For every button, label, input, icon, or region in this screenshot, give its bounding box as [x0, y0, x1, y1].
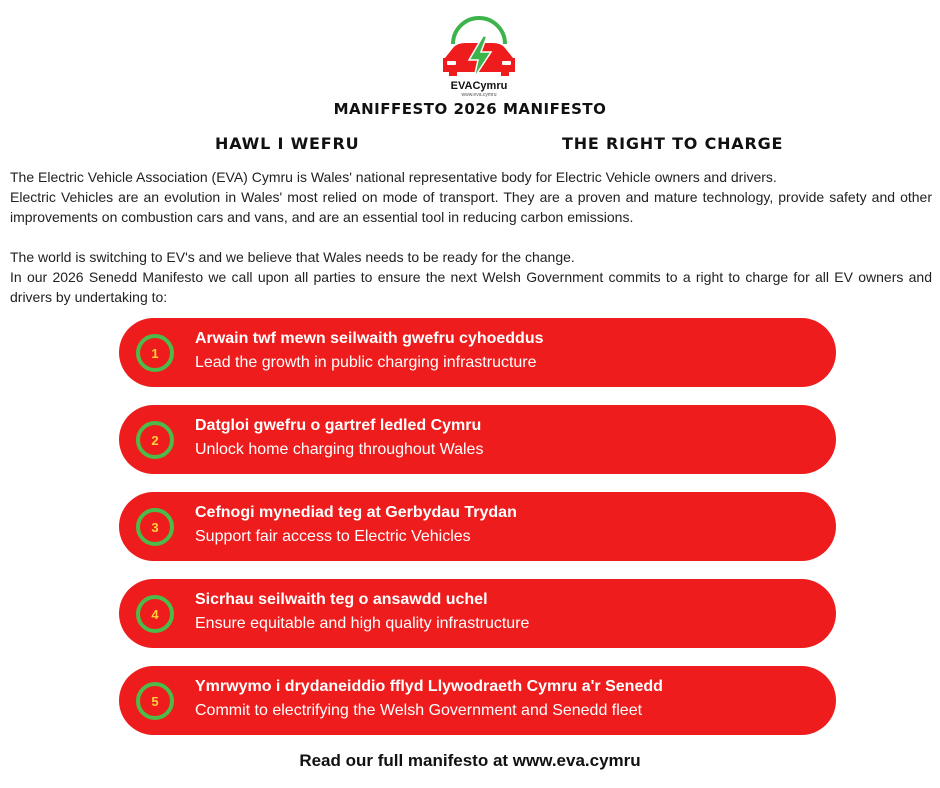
logo-name: EVACymru: [450, 80, 508, 92]
commitment-item: [119, 318, 836, 387]
commitment-english: Commit to electrifying the Welsh Government and Senedd fleet: [195, 702, 643, 719]
number-badge: 1: [136, 334, 174, 372]
footer-link-text[interactable]: Read our full manifesto at www.eva.cymru: [299, 751, 641, 770]
manifesto-title: MANIFFESTO 2026 MANIFESTO: [333, 100, 607, 118]
number-badge: 4: [136, 595, 174, 633]
number-badge: 2: [136, 421, 174, 459]
commitment-item: [119, 666, 836, 735]
subtitle-english: THE RIGHT TO CHARGE: [562, 134, 784, 153]
commitment-welsh: Cefnogi mynediad teg at Gerbydau Trydan: [195, 504, 517, 521]
commitment-item: [119, 579, 836, 648]
intro-paragraph: Electric Vehicles are an evolution in Wales' most relied on mode of transport. They are a proven and mature technology, provide safety and other improvements on combustion cars and vans, and are an essential tool in reducing carbon emissions.: [10, 189, 932, 225]
number-badge: 3: [136, 508, 174, 546]
intro-paragraph: The world is switching to EV's and we believe that Wales needs to be ready for the change.: [10, 249, 575, 265]
intro-paragraph: In our 2026 Senedd Manifesto we call upon all parties to ensure the next Welsh Government commits to a right to charge for all EV owners and drivers by undertaking to:: [10, 269, 932, 305]
subtitle-welsh: HAWL I WEFRU: [215, 134, 360, 153]
commitment-welsh: Arwain twf mewn seilwaith gwefru cyhoeddus: [195, 330, 544, 347]
commitment-item: [119, 405, 836, 474]
commitment-welsh: Ymrwymo i drydaneiddio fflyd Llywodraeth Cymru a'r Senedd: [195, 678, 663, 695]
commitment-english: Ensure equitable and high quality infrastructure: [195, 615, 530, 632]
number-badge: 5: [136, 682, 174, 720]
commitment-item: [119, 492, 836, 561]
commitment-english: Lead the growth in public charging infrastructure: [195, 354, 537, 371]
logo-arc: [453, 18, 505, 44]
commitment-welsh: Datgloi gwefru o gartref ledled Cymru: [195, 417, 482, 434]
commitment-english: Unlock home charging throughout Wales: [195, 441, 484, 458]
intro-text: [10, 167, 932, 307]
commitment-welsh: Sicrhau seilwaith teg o ansawdd uchel: [195, 591, 488, 608]
logo-url: www.eva.cymru: [461, 92, 497, 98]
commitment-english: Support fair access to Electric Vehicles: [195, 528, 471, 545]
intro-paragraph: The Electric Vehicle Association (EVA) Cymru is Wales' national representative body for Electric Vehicle owners and drivers.: [10, 169, 777, 185]
